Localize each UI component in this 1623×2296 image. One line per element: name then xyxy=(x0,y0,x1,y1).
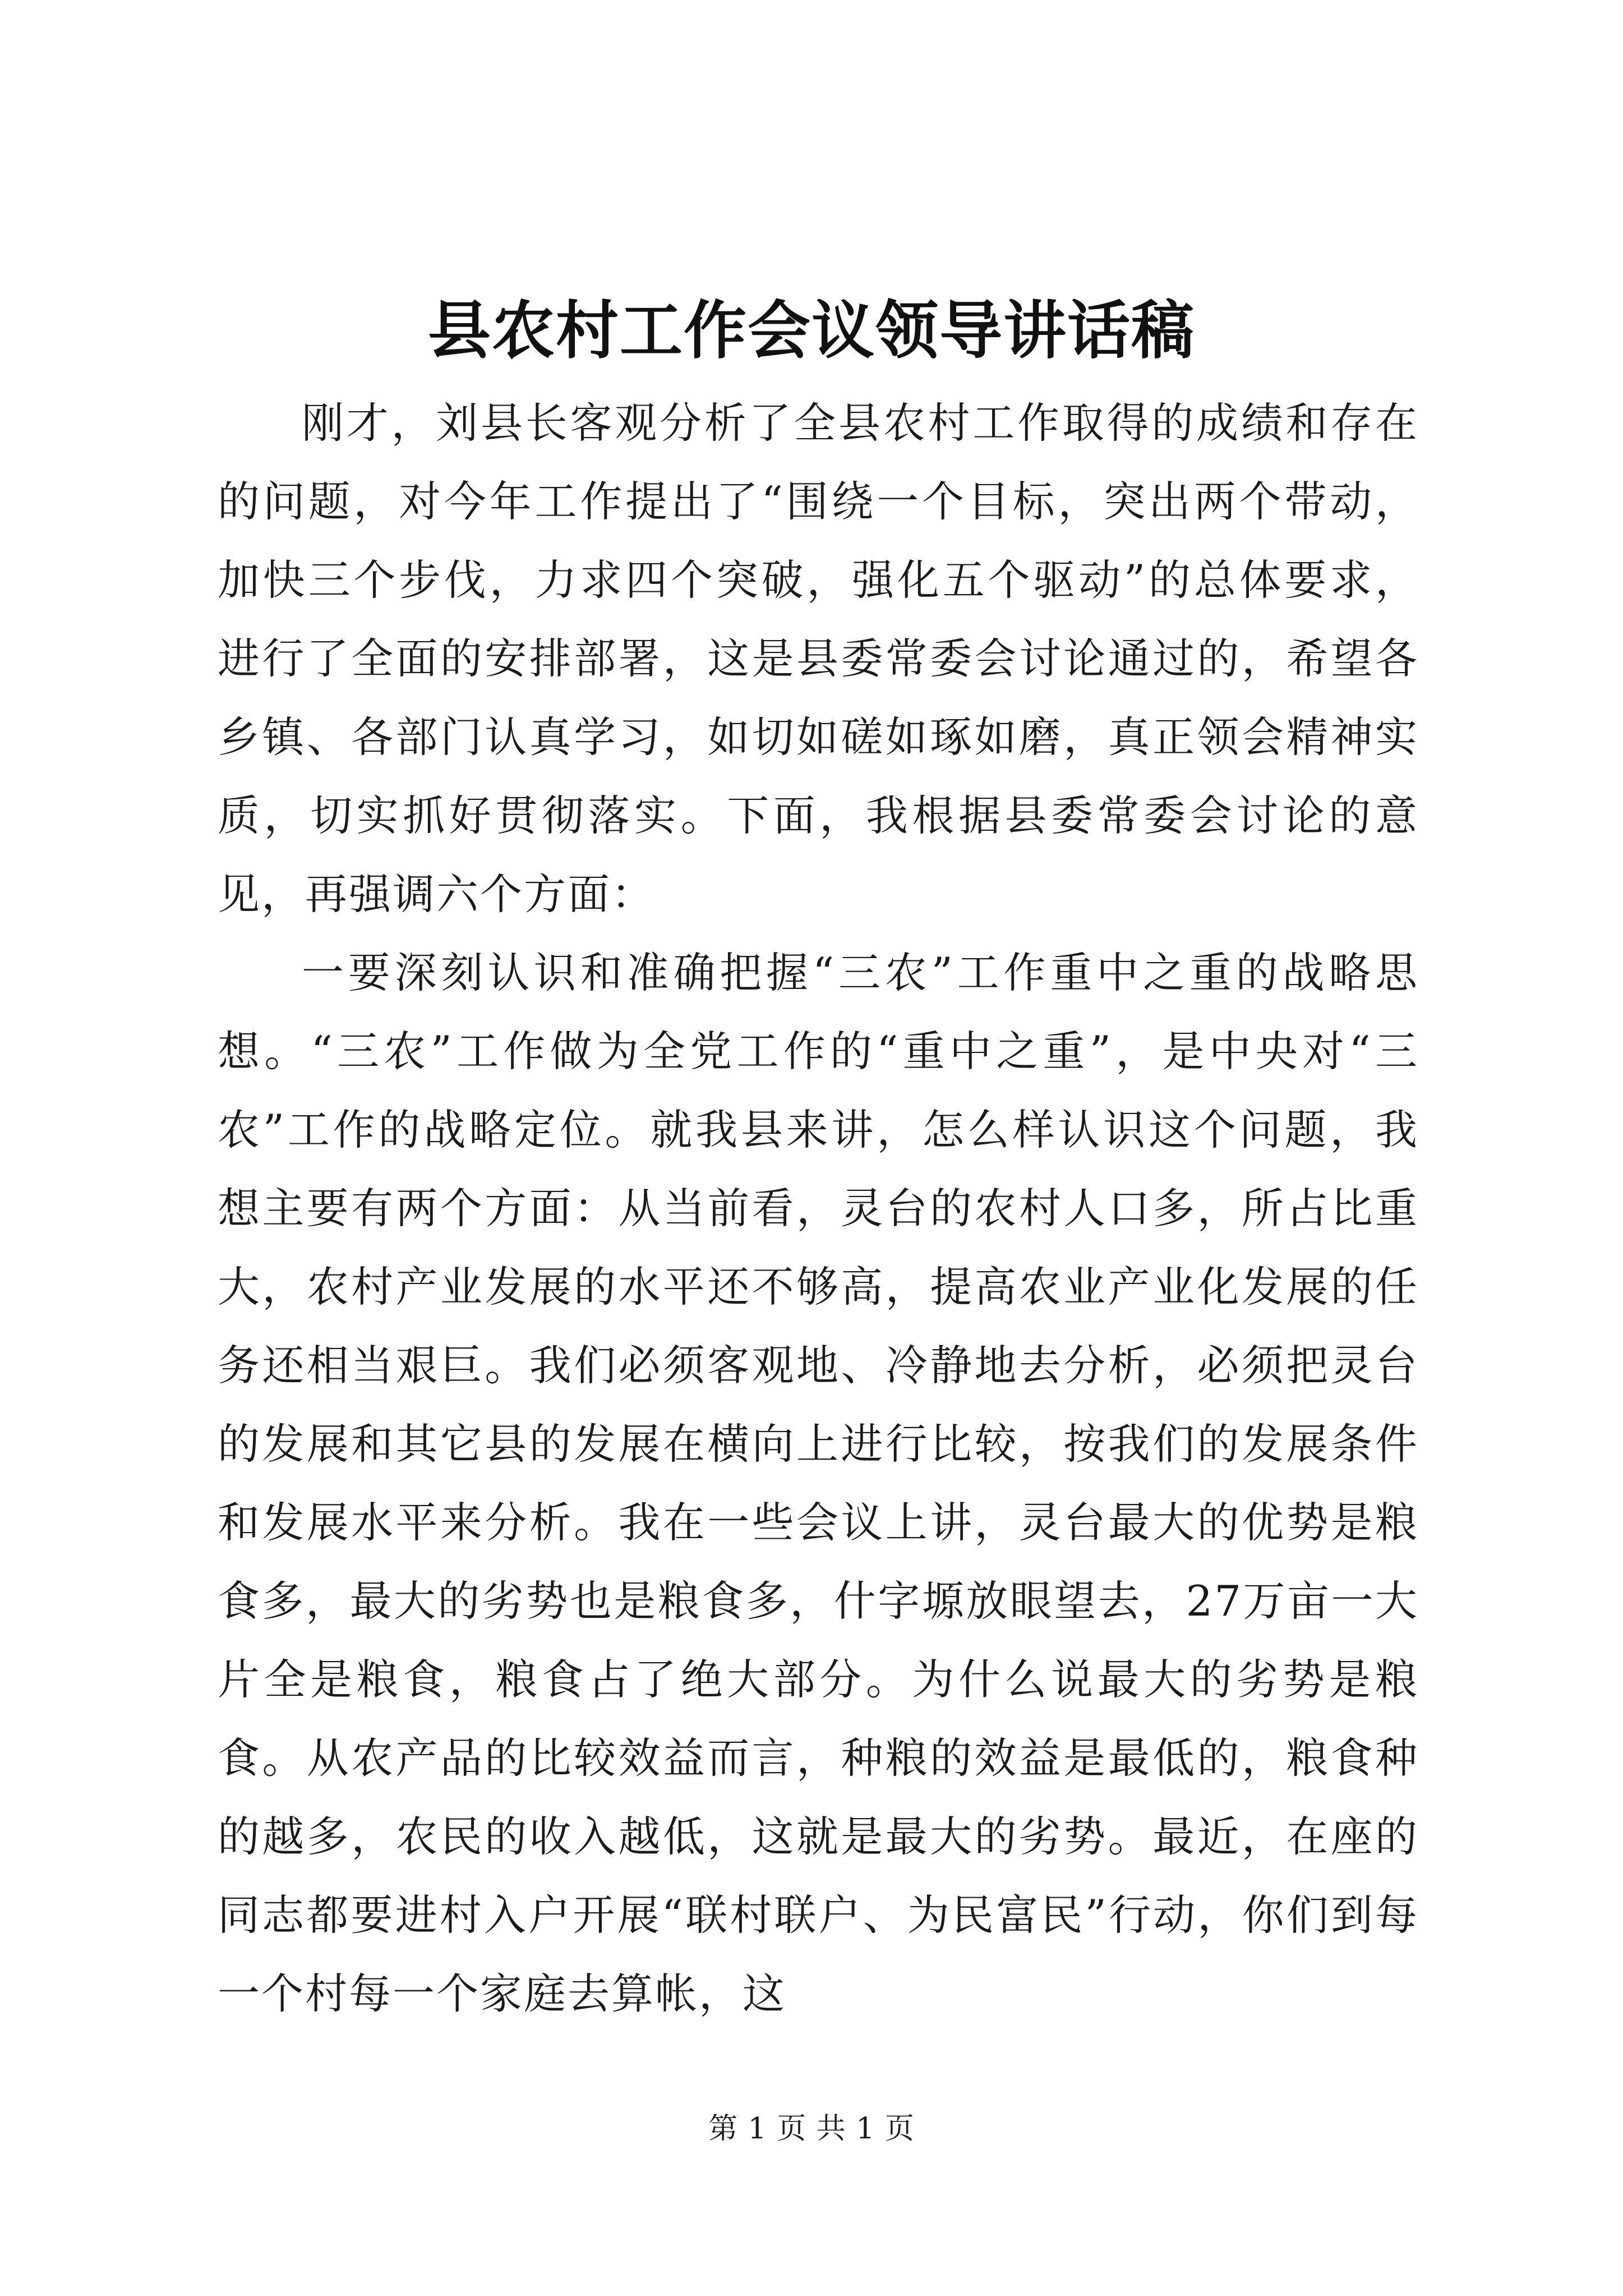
paragraph-intro: 刚才，刘县长客观分析了全县农村工作取得的成绩和存在的问题，对今年工作提出了“围绕一个目标，突出两个带动，加快三个步伐，力求四个突破，强化五个驱动”的总体要求，进行了全面的安排部署，这是县委常委会讨论通过的，希望各乡镇、各部门认真学习，如切如磋如琢如磨，真正领会精神实质，切实抓好贯彻落实。下面，我根据县委常委会讨论的意见，再强调六个方面： xyxy=(218,398,1419,919)
paragraph-point-one: 一要深刻认识和准确把握“三农”工作重中之重的战略思想。“三农”工作做为全党工作的“重中之重”，是中央对“三农”工作的战略定位。就我县来讲，怎么样认识这个问题，我想主要有两个方面：从当前看，灵台的农村人口多，所占比重大，农村产业发展的水平还不够高，提高农业产业化发展的任务还相当艰巨。我们必须客观地、冷静地去分析，必须把灵台的发展和其它县的发展在横向上进行比较，按我们的发展条件和发展水平来分析。我在一些会议上讲，灵台最大的优势是粮食多，最大的劣势也是粮食多，什字塬放眼望去，27万亩一大片全是粮食，粮食占了绝大部分。为什么说最大的劣势是粮食。从农产品的比较效益而言，种粮的效益是最低的，粮食种的越多，农民的收入越低，这就是最大的劣势。最近，在座的同志都要进村入户开展“联村联户、为民富民”行动，你们到每一个村每一个家庭去算帐，这 xyxy=(218,948,1419,2018)
document-title: 县农村工作会议领导讲话稿 xyxy=(428,294,1195,367)
document-body xyxy=(218,384,1419,2033)
page-number-footer: 第 1 页 共 1 页 xyxy=(708,2112,915,2146)
